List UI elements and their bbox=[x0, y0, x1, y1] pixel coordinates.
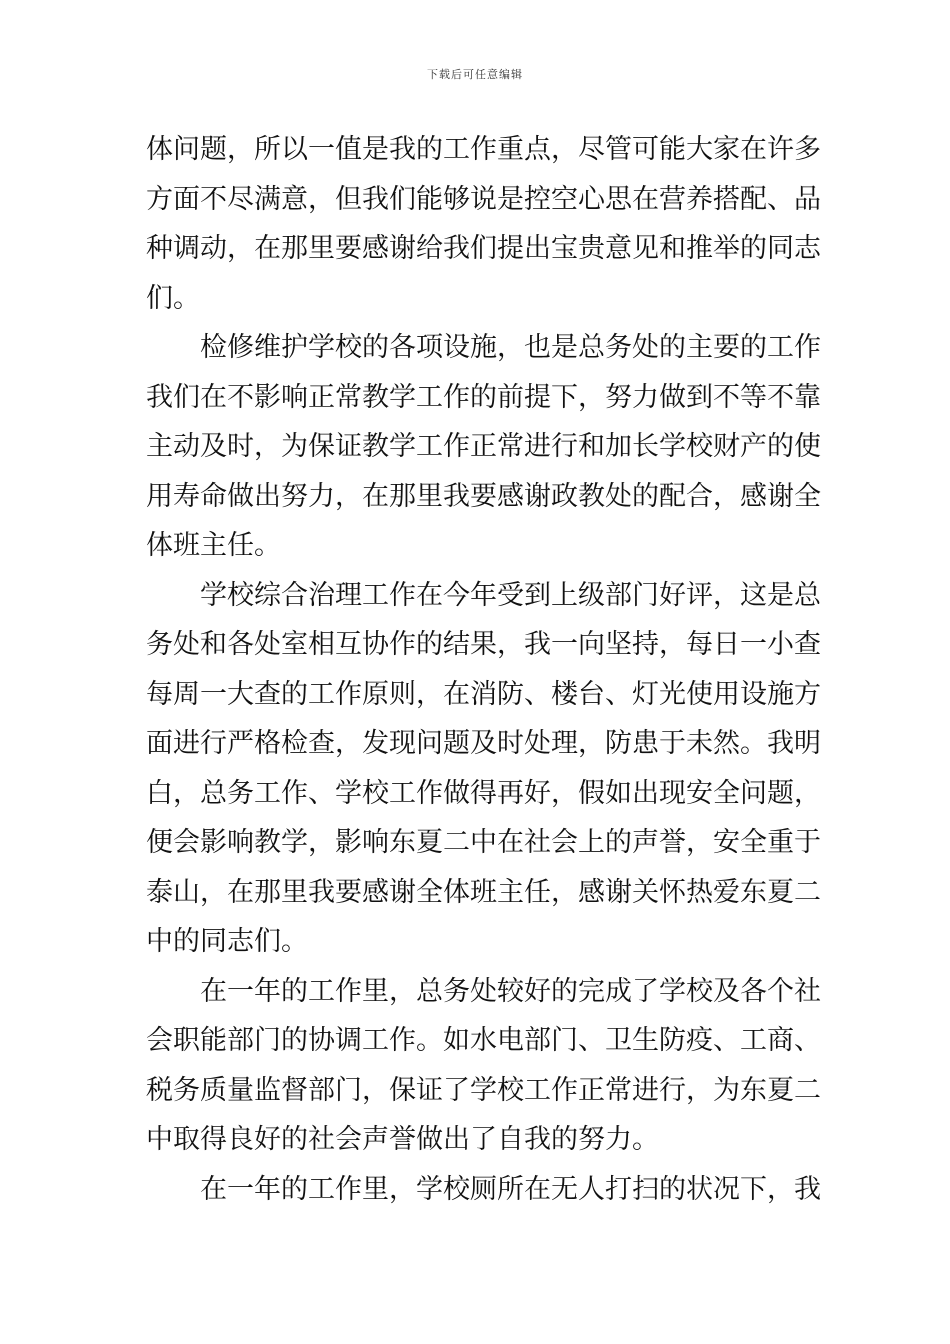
text-line: 们。 bbox=[146, 282, 200, 314]
page-header: 下载后可任意编辑 bbox=[427, 68, 523, 81]
text-line: 面进行严格检查，发现问题及时处理，防患于未然。我明 bbox=[146, 728, 821, 759]
text-line: 种调动，在那里要感谢给我们提出宝贵意见和推举的同志 bbox=[146, 233, 821, 264]
text-line: 中取得良好的社会声誉做出了自我的努力。 bbox=[146, 1124, 659, 1155]
text-line: 检修维护学校的各项设施，也是总务处的主要的工作 bbox=[200, 332, 821, 363]
text-line: 会职能部门的协调工作。如水电部门、卫生防疫、工商、 bbox=[146, 1025, 821, 1056]
text-line: 学校综合治理工作在今年受到上级部门好评，这是总 bbox=[200, 579, 821, 611]
text-line: 税务质量监督部门，保证了学校工作正常进行，为东夏二 bbox=[146, 1074, 821, 1106]
document-body bbox=[146, 125, 821, 1214]
text-line: 每周一大查的工作原则，在消防、楼台、灯光使用设施方 bbox=[146, 678, 821, 710]
text-line: 体班主任。 bbox=[146, 530, 281, 561]
text-line: 主动及时，为保证教学工作正常进行和加长学校财产的使 bbox=[146, 431, 821, 462]
text-line: 我们在不影响正常教学工作的前提下，努力做到不等不靠 bbox=[146, 381, 821, 413]
text-line: 中的同志们。 bbox=[146, 926, 308, 957]
text-line: 用寿命做出努力，在那里我要感谢政教处的配合，感谢全 bbox=[146, 480, 821, 512]
text-line: 在一年的工作里，总务处较好的完成了学校及各个社 bbox=[200, 975, 821, 1007]
text-line: 在一年的工作里，学校厕所在无人打扫的状况下，我 bbox=[200, 1173, 821, 1205]
text-line: 便会影响教学，影响东夏二中在社会上的声誉，安全重于 bbox=[146, 827, 821, 858]
text-line: 白，总务工作、学校工作做得再好，假如出现安全问题， bbox=[146, 777, 821, 809]
text-line: 泰山，在那里我要感谢全体班主任，感谢关怀热爱东夏二 bbox=[146, 876, 821, 908]
text-line: 体问题，所以一值是我的工作重点，尽管可能大家在许多 bbox=[146, 134, 821, 165]
text-line: 务处和各处室相互协作的结果，我一向坚持，每日一小查 bbox=[146, 629, 821, 660]
text-line: 方面不尽满意，但我们能够说是控空心思在营养搭配、品 bbox=[146, 183, 821, 215]
